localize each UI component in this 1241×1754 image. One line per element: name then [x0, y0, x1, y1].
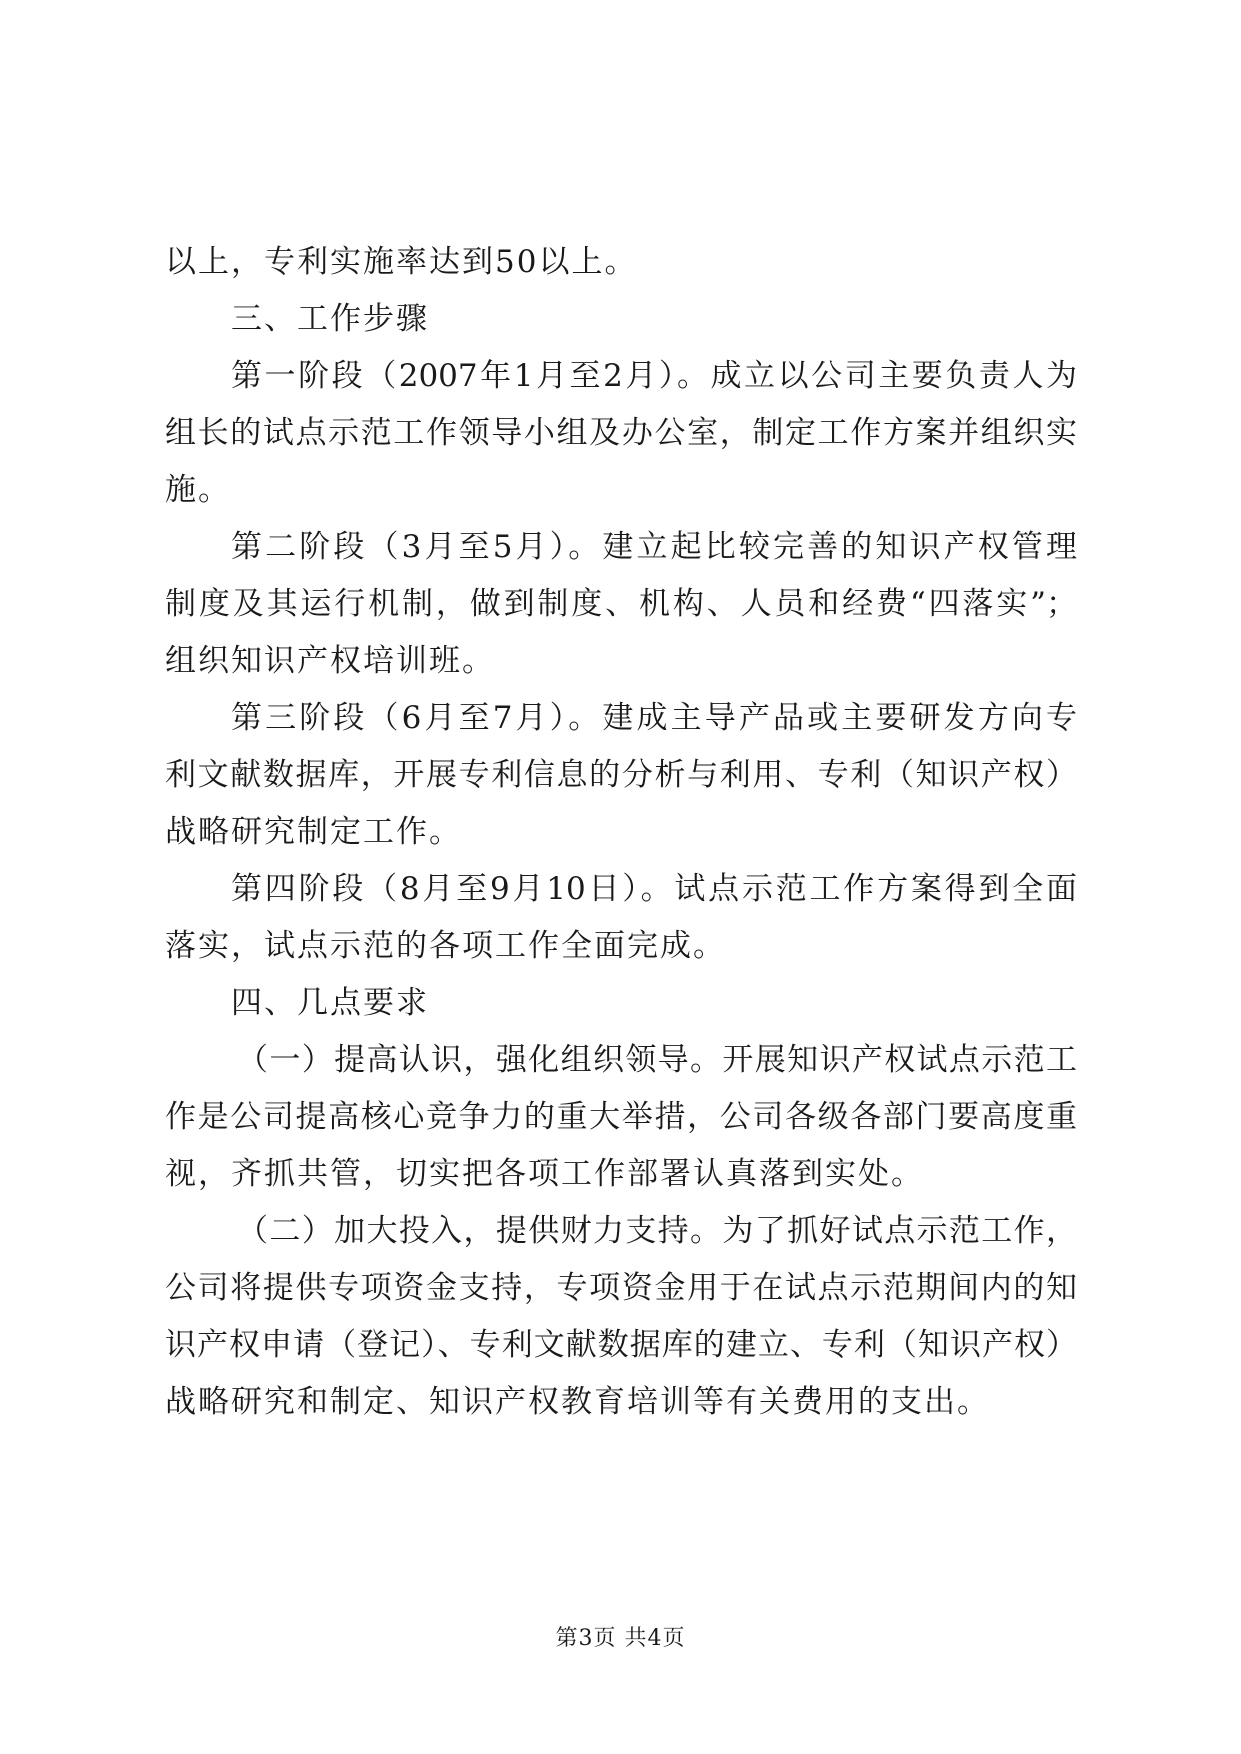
text-line-11: 战略研究制定工作。: [165, 814, 462, 850]
text-line-19: 公司将提供专项资金支持，专项资金用于在试点示范期间内的知: [165, 1270, 1077, 1306]
section-heading-requirements: 四、几点要求: [231, 985, 429, 1021]
text-line-12: 第四阶段（8月至9月10日）。试点示范工作方案得到全面: [231, 871, 1077, 907]
text-line-10: 利文献数据库，开展专利信息的分析与利用、专利（知识产权）: [165, 757, 1077, 793]
page-footer: 第3页 共4页: [555, 1626, 686, 1651]
text-line-20: 识产权申请（登记）、专利文献数据库的建立、专利（知识产权）: [165, 1327, 1077, 1363]
text-line-5: 施。: [165, 472, 231, 508]
text-line-6: 第二阶段（3月至5月）。建立起比较完善的知识产权管理: [231, 529, 1077, 565]
text-line-1: 以上，专利实施率达到50以上。: [165, 244, 638, 280]
text-line-13: 落实，试点示范的各项工作全面完成。: [165, 928, 726, 964]
text-line-18: （二）加大投入，提供财力支持。为了抓好试点示范工作，: [237, 1213, 1077, 1249]
text-line-17: 视，齐抓共管，切实把各项工作部署认真落到实处。: [165, 1156, 924, 1192]
text-line-9: 第三阶段（6月至7月）。建成主导产品或主要研发方向专: [231, 700, 1077, 736]
text-line-8: 组织知识产权培训班。: [165, 643, 495, 679]
text-line-3: 第一阶段（2007年1月至2月）。成立以公司主要负责人为: [231, 358, 1077, 394]
text-line-4: 组长的试点示范工作领导小组及办公室，制定工作方案并组织实: [165, 415, 1077, 451]
text-line-21: 战略研究和制定、知识产权教育培训等有关费用的支出。: [165, 1384, 990, 1420]
text-line-16: 作是公司提高核心竞争力的重大举措，公司各级各部门要高度重: [165, 1099, 1077, 1135]
section-heading-work-steps: 三、工作步骤: [231, 301, 429, 337]
text-line-7: 制度及其运行机制，做到制度、机构、人员和经费“四落实”；: [165, 586, 1077, 622]
text-line-15: （一）提高认识，强化组织领导。开展知识产权试点示范工: [237, 1042, 1077, 1078]
